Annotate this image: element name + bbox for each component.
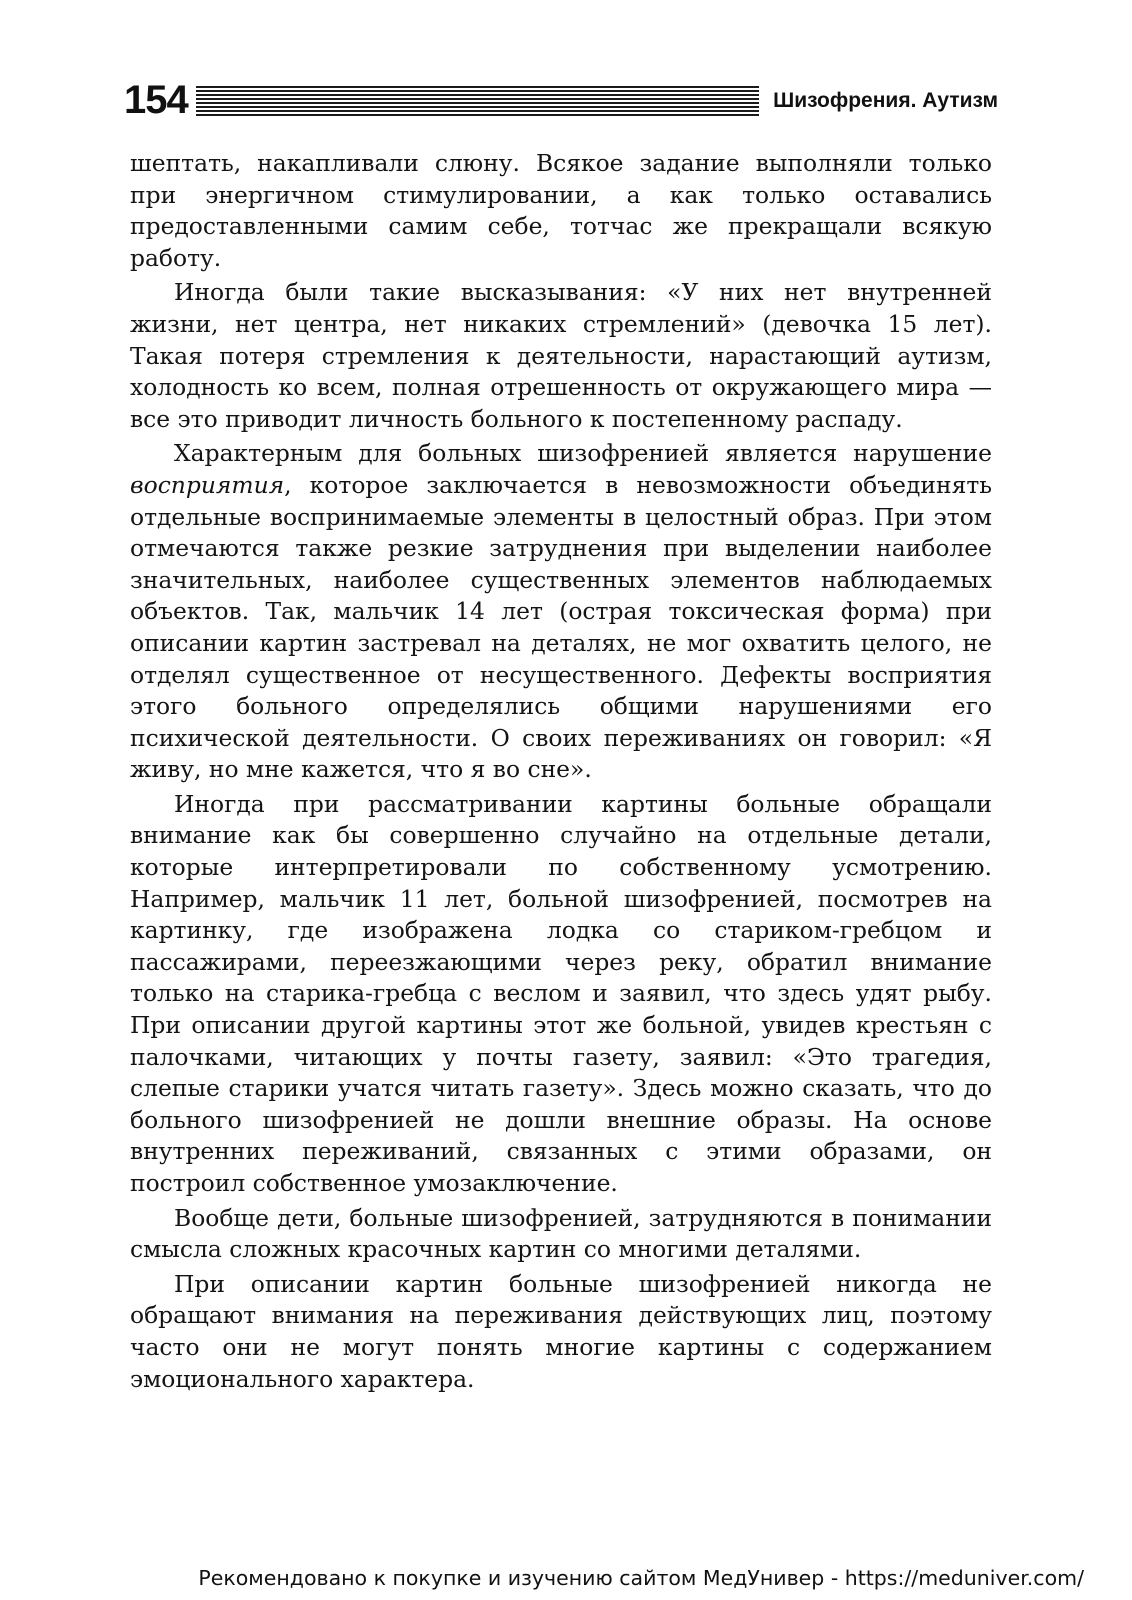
paragraph-text: Иногда были такие высказывания: «У них нет внутренней жизни, нет центра, нет никаких стремлений» (девочка 15 лет). Такая потеря стремления к деятельности, нарастающий аутизм, холодность ко всем, полная отрешенность от окружающего мира — все это приводит личность больного к постепенному распаду.	[130, 278, 992, 433]
paragraph	[130, 1269, 992, 1395]
paragraph-text: Характерным для больных шизофренией является нарушение	[174, 439, 992, 468]
paragraph-text: шептать, накапливали слюну. Всякое задание выполняли только при энергичном стимулировании, а как только оставались предоставленными самим себе, тотчас же прекращали всякую работу.	[130, 149, 992, 272]
body-text	[130, 148, 992, 1395]
paragraph	[130, 438, 992, 786]
paragraph-text: Иногда при рассматривании картины больные обращали внимание как бы совершенно случайно на отдельные детали, которые интерпретировали по собственному усмотрению. Например, мальчик 11 лет, больной шизофренией, посмотрев на картинку, где изображена лодка со стариком-гребцом и пассажирами, переезжающими через реку, обратил внимание только на старика-гребца с веслом и заявил, что здесь удят рыбу. При описании другой картины этот же больной, увидев крестьян с палочками, читающих у почты газету, заявил: «Это трагедия, слепые старики учатся читать газету». Здесь можно сказать, что до больного шизофренией не дошли внешние образы. На основе внутренних переживаний, связанных с этими образами, он построил собственное умозаключение.	[130, 789, 992, 1197]
emphasized-term: восприятия	[130, 470, 285, 499]
footer-watermark: Рекомендовано к покупке и изучению сайтом МедУнивер - https://meduniver.com/	[198, 1566, 1084, 1590]
running-head: Шизофрения. Аутизм	[773, 88, 998, 112]
page-number: 154	[124, 78, 188, 122]
paragraph	[130, 148, 992, 274]
header-rule	[196, 86, 759, 116]
paragraph	[130, 277, 992, 435]
page-header	[124, 74, 998, 126]
paragraph	[130, 1203, 992, 1266]
paragraph-text: Вообще дети, больные шизофренией, затрудняются в понимании смысла сложных красочных картин со многими деталями.	[130, 1203, 992, 1264]
paragraph-text: , которое заключается в невозможности объединять отдельные воспринимаемые элементы в целостный образ. При этом отмечаются также резкие затруднения при выделении наиболее значительных, наиболее существенных элементов наблюдаемых объектов. Так, мальчик 14 лет (острая токсическая форма) при описании картин застревал на деталях, не мог охватить целого, не отделял существенное от несущественного. Дефекты восприятия этого больного определялись общими нарушениями его психической деятельности. О своих переживаниях он говорил: «Я живу, но мне кажется, что я во сне».	[130, 470, 992, 784]
paragraph	[130, 789, 992, 1200]
paragraph-text: При описании картин больные шизофренией никогда не обращают внимания на переживания действующих лиц, поэтому часто они не могут понять многие картины с содержанием эмоционального характера.	[130, 1269, 992, 1393]
